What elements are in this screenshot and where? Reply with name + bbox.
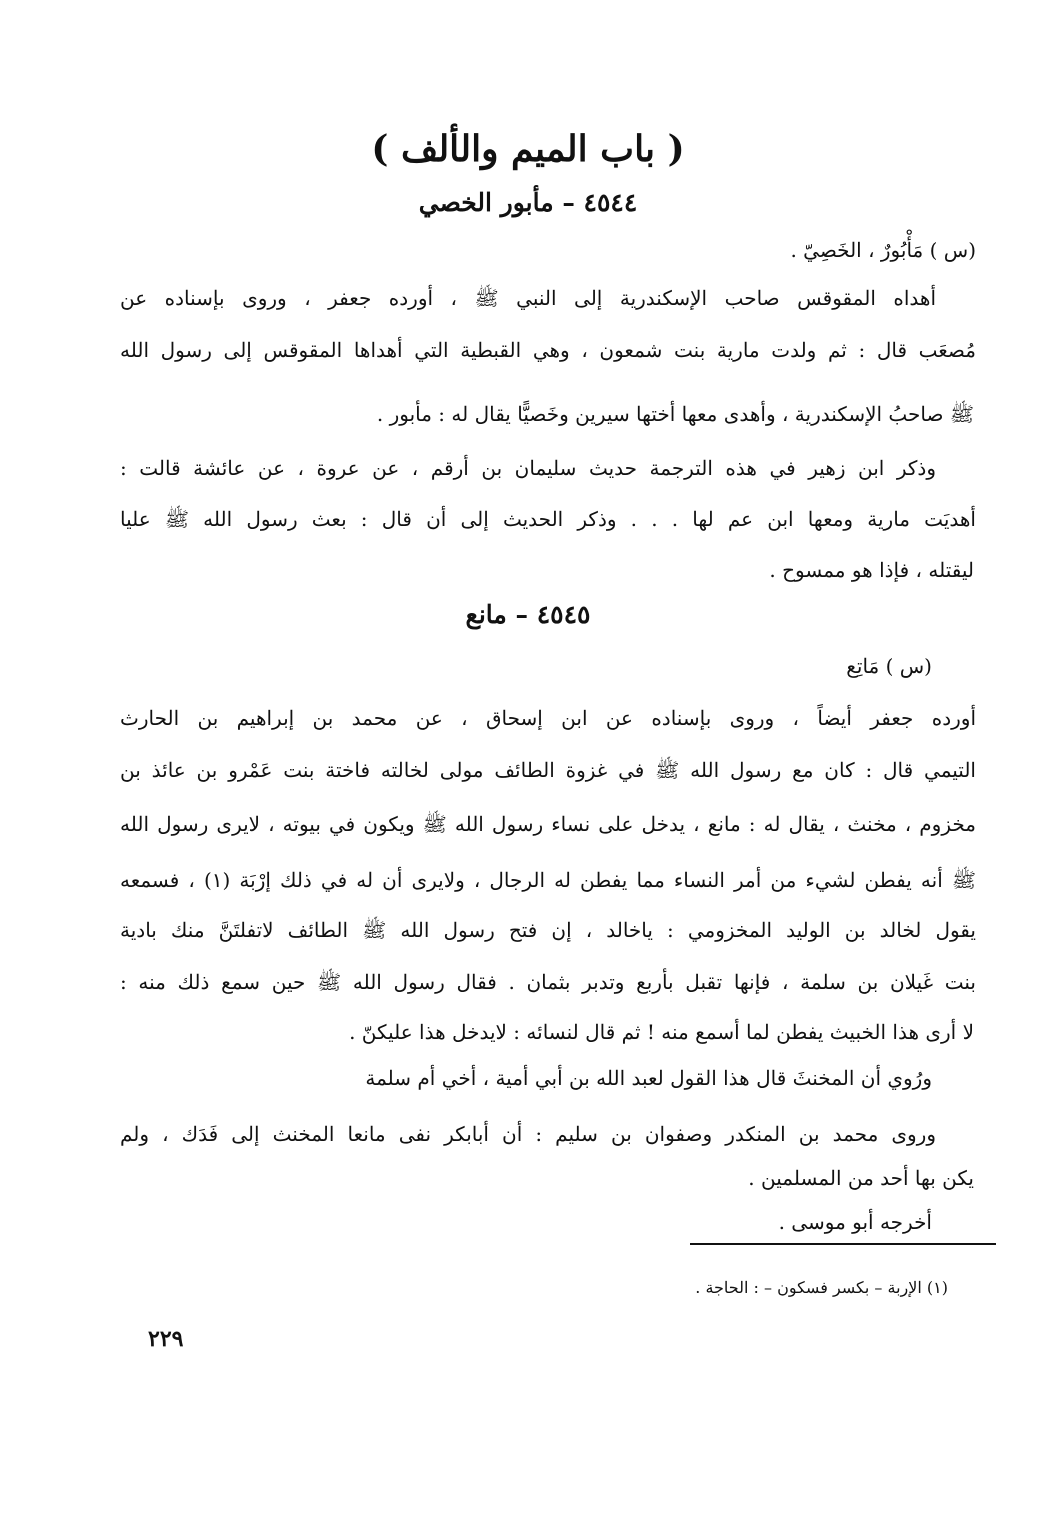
entry-line: أهديَت مارية ومعها ابن عم لها . . . وذكر الحديث إلى أن قال : بعث رسول الله ﷺ عليا (120, 507, 976, 531)
entry-line: ليقتله ، فإذا هو ممسوح . (769, 558, 974, 582)
chapter-title: ( باب الميم والألف ) (371, 128, 685, 170)
entry-line: ورُوي أن المخنثَ قال هذا القول لعبد الله بن أبي أمية ، أخي أم سلمة (365, 1066, 932, 1090)
entry-line: أهداه المقوقس صاحب الإسكندرية إلى النبي ﷺ ، أورده جعفر ، وروى بإسناده عن (120, 286, 936, 310)
entry-line: بنت غَيلان بن سلمة ، فإنها تقبل بأربع وتدبر بثمان . فقال رسول الله ﷺ حين سمع ذلك منه : (120, 970, 977, 994)
entry-line: يقول لخالد بن الوليد المخزومي : ياخالد ، إن فتح رسول الله ﷺ الطائف لاتفلتَنَّ منك بادية (120, 918, 976, 942)
entry-heading: ٤٥٤٥ – مانع (465, 600, 591, 629)
entry-line: مخزوم ، مخنث ، يقال له : مانع ، يدخل على نساء رسول الله ﷺ ويكون في بيوته ، لايرى رسول الله (120, 812, 976, 836)
page-number: ٢٢٩ (148, 1326, 184, 1352)
entry-heading: ٤٥٤٤ – مأبور الخصي (418, 188, 638, 217)
entry-line: ﷺ صاحبُ الإسكندرية ، وأهدى معها أختها سيرين وخَصيًّا يقال له : مأبور . (376, 402, 974, 426)
entry-line: (س ) مَأْبُورٌ ، الخَصِيّ . (790, 238, 976, 262)
entry-line: أخرجه أبو موسى . (778, 1210, 932, 1234)
entry-line: وروى محمد بن المنكدر وصفوان بن سليم : أن أبابكر نفى مانعا المخنث إلى فَدَك ، ولم (120, 1122, 936, 1146)
entry-line: وذكر ابن زهير في هذه الترجمة حديث سليمان بن أرقم ، عن عروة ، عن عائشة قالت : (120, 456, 936, 480)
entry-line: (س ) مَاتِع (846, 654, 932, 678)
entry-line: أورده جعفر أيضاً ، وروى بإسناده عن ابن إسحاق ، عن محمد بن إبراهيم بن الحارث (120, 706, 977, 730)
footnote: (١) الإربة – بكسر فسكون – : الحاجة . (695, 1278, 948, 1297)
entry-line: مُصعَب قال : ثم ولدت مارية بنت شمعون ، وهي القبطية التي أهداها المقوقس إلى رسول الله (120, 338, 976, 362)
entry-line: يكن بها أحد من المسلمين . (748, 1166, 974, 1190)
footnote-divider (690, 1243, 996, 1245)
entry-line: لا أرى هذا الخبيث يفطن لما أسمع منه ! ثم قال لنسائه : لايدخل هذا عليكنّ . (349, 1020, 974, 1044)
entry-line: التيمي قال : كان مع رسول الله ﷺ في غزوة الطائف مولى لخالته فاختة بنت عَمْرو بن عائذ بن (120, 758, 976, 782)
entry-line: ﷺ أنه يفطن لشيء من أمر النساء مما يفطن له الرجال ، ولايرى أن له في ذلك إرْبَة (١) ، فسمعه (120, 868, 976, 892)
